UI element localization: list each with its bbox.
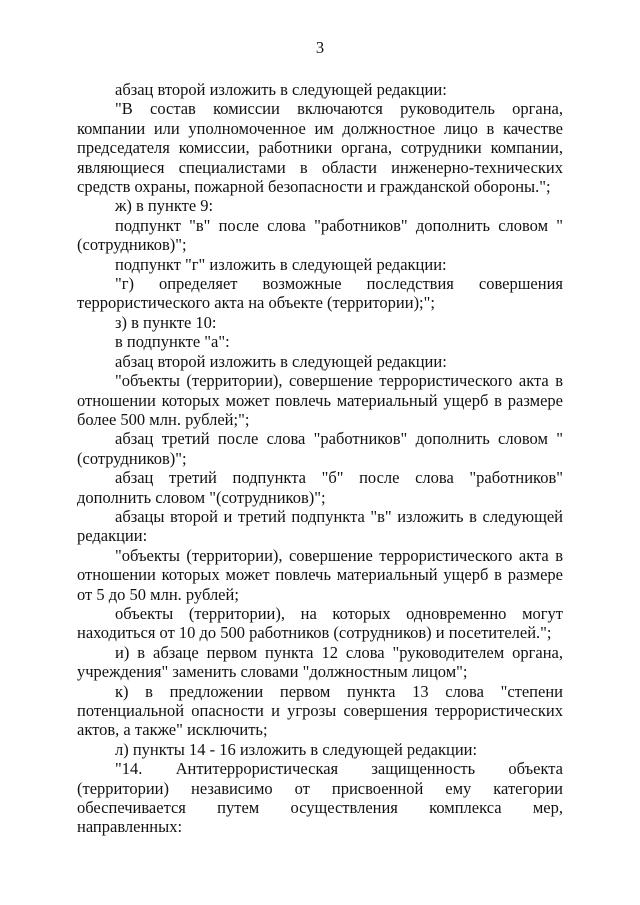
paragraph: абзац третий после слова "работников" дополнить словом "(сотрудников)"; [77,429,563,468]
paragraph: и) в абзаце первом пункта 12 слова "руководителем органа, учреждения" заменить словами "должностным лицом"; [77,642,563,682]
paragraph: ж) в пункте 9: [115,196,214,216]
paragraph: к) в предложении первом пункта 13 слова "степени потенциальной опасности и угрозы совершения террористических актов, а также" исключить; [77,681,563,740]
paragraph: "В состав комиссии включаются руководитель органа, компании или уполномоченное им должностное лицо в качестве председателя комиссии, работники органа, сотрудники компании, являющиеся специалистами в области инженерно-технических средств охраны, пожарной безопасности и гражданской обороны."; [77,99,563,197]
paragraph: "объекты (территории), совершение террористического акта в отношении которых может повлечь материальный ущерб в размере от 5 до 50 млн. рублей; [77,545,563,604]
paragraph: абзацы второй и третий подпункта "в" изложить в следующей редакции: [77,506,563,546]
paragraph: "14. Антитеррористическая защищенность объекта (территории) независимо от присвоенной ему категории обеспечивается путем осуществления комплекса мер, направленных: [77,759,563,837]
paragraph: абзац второй изложить в следующей редакции: [115,80,447,99]
paragraph: объекты (территории), на которых одновременно могут находиться от 10 до 500 работников (сотрудников) и посетителей."; [77,603,563,643]
paragraph: з) в пункте 10: [115,312,217,332]
document-body [77,80,563,837]
paragraph: в подпункте "а": [115,332,230,352]
paragraph: подпункт "в" после слова "работников" дополнить словом "(сотрудников)"; [77,215,563,255]
paragraph: абзац третий подпункта "б" после слова "работников" дополнить словом "(сотрудников)"; [77,468,563,507]
paragraph: "объекты (территории), совершение террористического акта в отношении которых может повлечь материальный ущерб в размере более 500 млн. рублей;"; [77,371,563,429]
paragraph: "г) определяет возможные последствия совершения террористического акта на объекте (территории);"; [77,274,563,313]
paragraph: л) пункты 14 - 16 изложить в следующей редакции: [115,739,478,759]
paragraph: подпункт "г" изложить в следующей редакции: [115,254,447,274]
paragraph: абзац второй изложить в следующей редакции: [115,351,447,371]
page-number: 3 [315,38,325,57]
